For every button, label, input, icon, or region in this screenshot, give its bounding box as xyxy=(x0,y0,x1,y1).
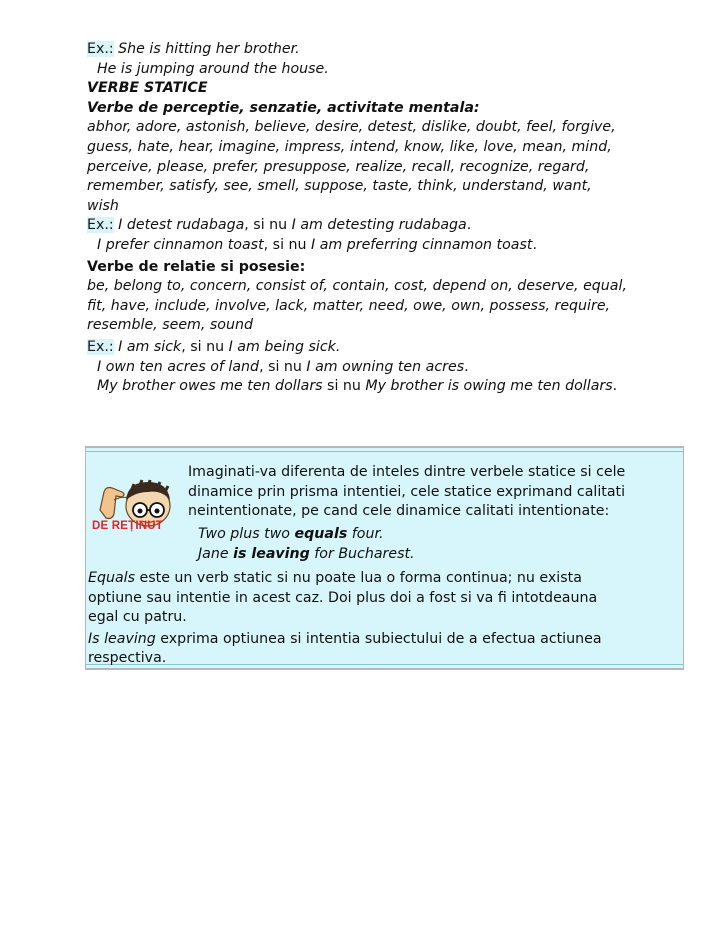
verb-list-line: fit, have, include, involve, lack, matter, need, owe, own, possess, require, xyxy=(87,297,611,314)
note-explanation xyxy=(88,569,678,669)
emphasized-term: Is leaving xyxy=(88,630,156,647)
note-example-line xyxy=(198,545,415,565)
verb-list-line: guess, hate, hear, imagine, impress, intend, know, like, love, mean, mind, xyxy=(87,138,612,155)
example-line xyxy=(87,236,687,256)
example-line xyxy=(87,216,687,236)
example-line xyxy=(87,60,687,80)
example-phrase: I am detesting rudabaga xyxy=(291,217,467,234)
punctuation: . xyxy=(464,358,469,375)
example-line xyxy=(87,358,687,378)
punctuation: . xyxy=(612,378,618,395)
verb-list-line: abhor, adore, astonish, believe, desire, detest, dislike, doubt, feel, forgive, xyxy=(87,119,616,136)
example-line xyxy=(87,377,687,397)
connector-text: , si nu xyxy=(181,338,229,355)
example-phrase: My brother owes me ten dollars xyxy=(97,378,323,395)
note-intro-line: Imaginati-va diferenta de inteles dintre verbele statice si cele xyxy=(188,464,626,480)
example-phrase: My brother is owing me ten dollars xyxy=(365,378,613,395)
emphasized-verb: is leaving xyxy=(233,545,310,562)
note-example-line xyxy=(198,525,415,545)
explanation-text: exprima optiunea si intentia subiectului de a efectua actiunea xyxy=(155,630,602,647)
example-sentence: She is hitting her brother. xyxy=(118,41,300,57)
example-line xyxy=(87,40,687,60)
explanation-line xyxy=(88,630,678,650)
example-phrase: I am preferring cinnamon toast xyxy=(311,236,533,253)
heading-static-verbs: VERBE STATICE xyxy=(87,80,208,97)
example-phrase: I am being sick. xyxy=(228,338,341,355)
connector-text: , si nu xyxy=(244,217,292,234)
explanation-text: este un verb static si nu poate lua o forma continua; nu exista xyxy=(135,570,582,586)
example-phrase: I own ten acres of land xyxy=(97,358,260,375)
note-intro-line: dinamice prin prisma intentiei, cele statice exprimand calitati xyxy=(188,483,626,500)
relation-verb-list xyxy=(87,277,687,336)
example-line xyxy=(87,338,687,358)
example-phrase: for Bucharest. xyxy=(309,545,415,562)
explanation-line: egal cu patru. xyxy=(88,609,187,626)
verb-list-line: wish xyxy=(87,197,119,214)
remember-logo-label: DE REȚINUT xyxy=(92,520,163,532)
emphasized-term: Equals xyxy=(88,570,135,586)
example-phrase: I prefer cinnamon toast xyxy=(97,236,264,253)
punctuation: . xyxy=(532,236,537,253)
example-phrase: Two plus two xyxy=(198,526,295,542)
emphasized-verb: equals xyxy=(294,526,348,542)
example-phrase: four. xyxy=(347,526,384,542)
note-box xyxy=(85,446,684,670)
example-phrase: I am owning ten acres xyxy=(306,358,465,375)
connector-text: , si nu xyxy=(259,358,307,375)
note-intro-line: neintentionate, pe cand cele dinamice calitati intentionate: xyxy=(188,503,610,520)
heading-relation-verbs: Verbe de relatie si posesie: xyxy=(87,258,306,275)
explanation-line: respectiva. xyxy=(88,650,167,667)
example-label: Ex.: xyxy=(87,41,114,57)
connector-text: , si nu xyxy=(263,236,312,253)
note-intro xyxy=(188,463,678,522)
punctuation: . xyxy=(466,217,472,234)
example-label: Ex.: xyxy=(87,217,114,234)
verb-list-line: remember, satisfy, see, smell, suppose, taste, think, understand, want, xyxy=(87,178,592,195)
note-examples xyxy=(198,525,415,564)
example-phrase: Jane xyxy=(198,545,234,562)
verb-list-line: be, belong to, concern, consist of, contain, cost, depend on, deserve, equal, xyxy=(87,278,627,295)
example-label: Ex.: xyxy=(87,338,114,355)
explanation-line: optiune sau intentie in acest caz. Doi plus doi a fost si va fi intotdeauna xyxy=(88,589,598,606)
example-phrase: I am sick xyxy=(118,338,182,355)
heading-perception-verbs: Verbe de perceptie, senzatie, activitate mentala: xyxy=(87,99,480,116)
connector-text: si nu xyxy=(322,378,366,395)
explanation-line xyxy=(88,569,678,589)
verb-list-line: perceive, please, prefer, presuppose, realize, recall, recognize, regard, xyxy=(87,158,590,175)
example-phrase: I detest rudabaga xyxy=(118,217,245,234)
verb-list-line: resemble, seem, sound xyxy=(87,317,253,334)
example-sentence: He is jumping around the house. xyxy=(97,60,329,77)
document-body xyxy=(87,40,687,397)
box-top-rule xyxy=(86,451,683,452)
perception-verb-list xyxy=(87,118,687,216)
